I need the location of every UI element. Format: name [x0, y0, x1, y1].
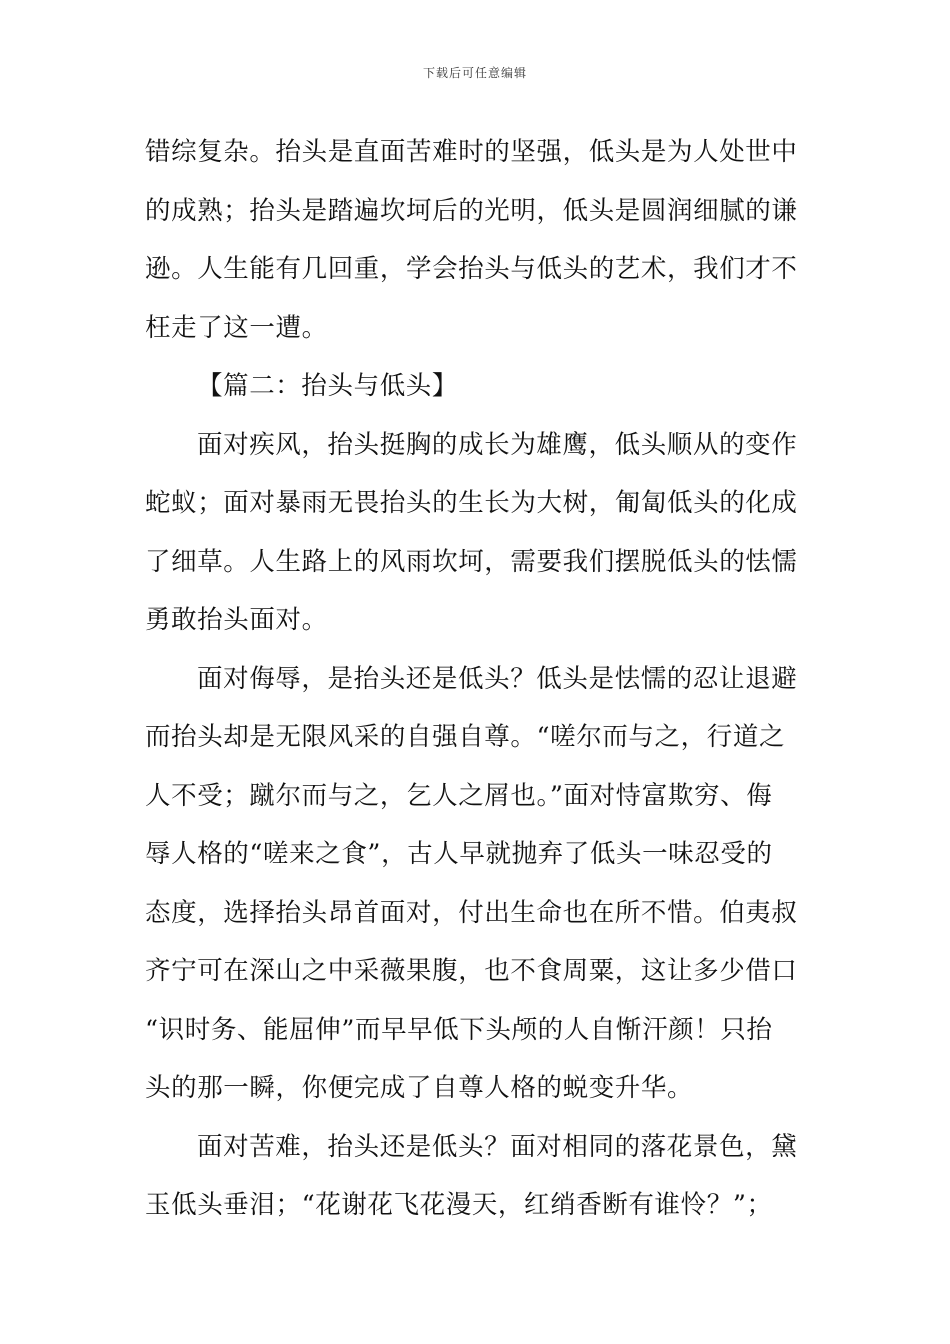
document-body	[145, 123, 810, 1235]
text-line: 面对疾风，抬头挺胸的成长为雄鹰，低头顺从的变作	[197, 429, 798, 460]
text-line: 了细草。人生路上的风雨坎坷，需要我们摆脱低头的怯懦	[145, 546, 798, 577]
text-line: 齐宁可在深山之中采薇果腹，也不食周粟，这让多少借口	[145, 956, 798, 986]
text-line: 的成熟；抬头是踏遍坎坷后的光明，低头是圆润细腻的谦	[145, 195, 798, 226]
text-line: 枉走了这一遭。	[145, 312, 328, 343]
text-line: 勇敢抬头面对。	[145, 605, 328, 635]
text-line: “识时务、能屈伸”而早早低下头颅的人自惭汗颜！只抬	[145, 1014, 773, 1045]
text-line: 态度，选择抬头昂首面对，付出生命也在所不惜。伯夷叔	[145, 897, 798, 928]
text-line: 辱人格的“嗟来之食”，古人早就抛弃了低头一味忍受的	[145, 839, 773, 869]
text-line: 面对侮辱，是抬头还是低头？低头是怯懦的忍让退避	[197, 663, 798, 694]
section-heading: 【篇二：抬头与低头】	[197, 371, 459, 401]
text-line: 而抬头却是无限风采的自强自尊。“嗟尔而与之，行道之	[145, 722, 786, 752]
text-line: 错综复杂。抬头是直面苦难时的坚强，低头是为人处世中	[145, 137, 798, 167]
text-line: 面对苦难，抬头还是低头？面对相同的落花景色，黛	[197, 1131, 798, 1162]
text-line: 头的那一瞬，你便完成了自尊人格的蜕变升华。	[145, 1073, 694, 1103]
page-header-note: 下载后可任意编辑	[422, 66, 527, 80]
text-line: 人不受；蹴尔而与之，乞人之屑也。”面对恃富欺穷、侮	[145, 780, 773, 811]
text-line: 蛇蚁；面对暴雨无畏抬头的生长为大树，匍匐低头的化成	[145, 488, 798, 518]
text-line: 逊。人生能有几回重，学会抬头与低头的艺术，我们才不	[145, 254, 798, 284]
text-line: 玉低头垂泪；“花谢花飞花漫天，红绡香断有谁怜？”；	[145, 1190, 773, 1220]
